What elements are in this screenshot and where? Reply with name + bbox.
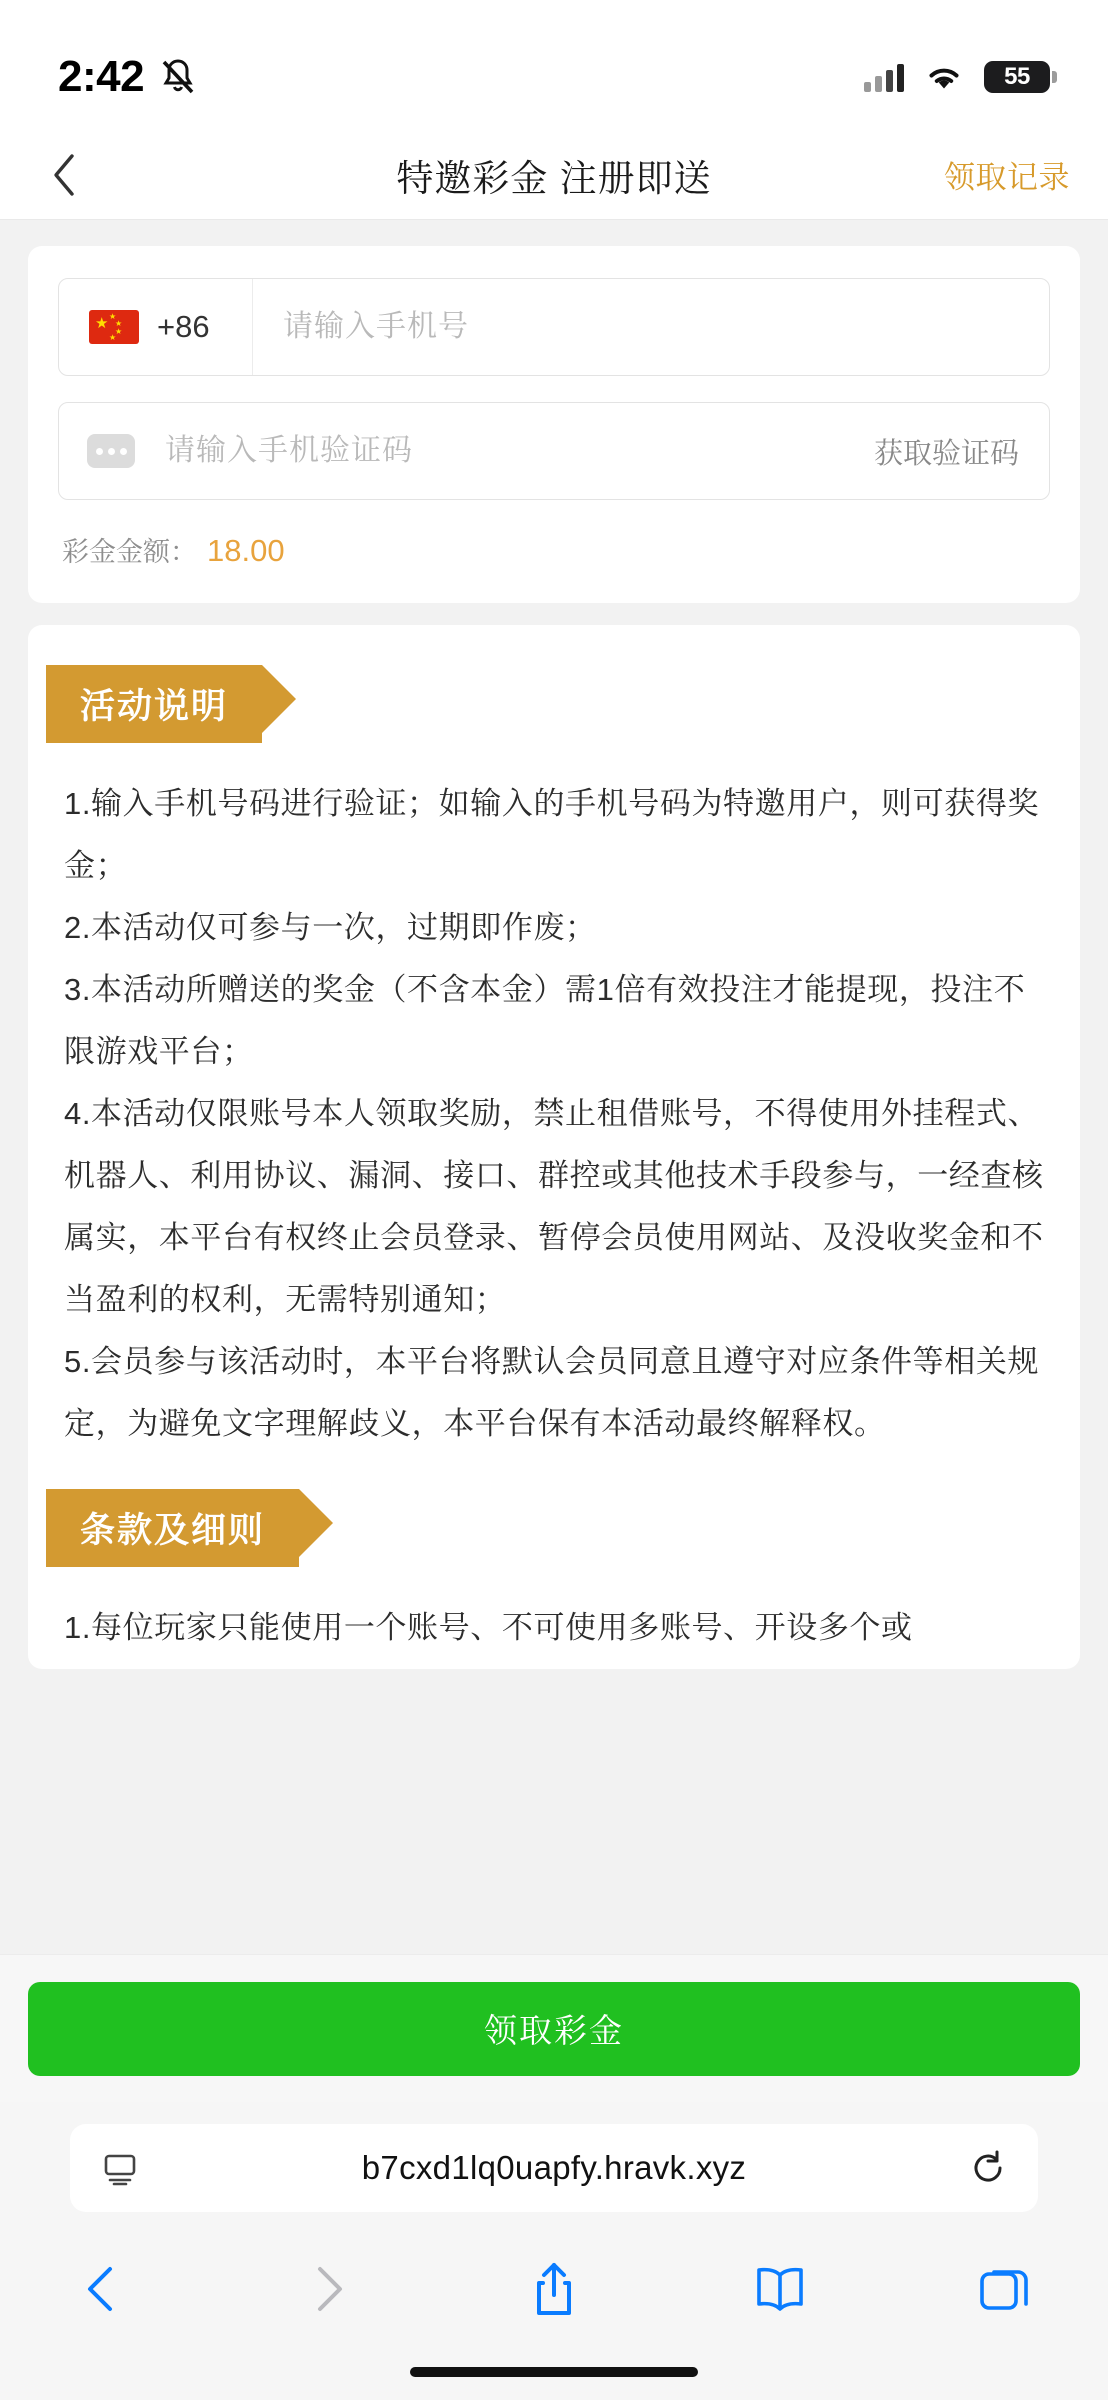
activity-info-card	[28, 625, 1080, 1669]
registration-form-card	[28, 246, 1080, 603]
country-code-selector[interactable]	[59, 279, 253, 375]
rule-line: 4.本活动仅限账号本人领取奖励，禁止租借账号，不得使用外挂程式、机器人、利用协议、漏洞、接口、群控或其他技术手段参与，一经查核属实，本平台有权终止会员登录、暂停会员使用网站、及没收奖金和不当盈利的权利，无需特别通知；	[64, 1096, 1044, 1317]
phone-field-row[interactable]	[58, 278, 1050, 376]
browser-back-button[interactable]	[66, 2253, 138, 2325]
status-bar-right	[864, 61, 1050, 93]
battery-icon	[984, 61, 1050, 93]
bookmarks-icon	[752, 2263, 808, 2315]
activity-rules-text	[28, 743, 1080, 1455]
tabs-button[interactable]	[970, 2253, 1042, 2325]
url-bar[interactable]	[70, 2124, 1038, 2212]
browser-back-icon	[82, 2261, 122, 2317]
url-bar-row	[0, 2102, 1108, 2234]
status-bar-left	[58, 52, 198, 102]
url-text[interactable]: b7cxd1lq0uapfy.hravk.xyz	[361, 2149, 747, 2186]
get-code-button[interactable]: 获取验证码	[873, 437, 1019, 470]
browser-chrome	[0, 2102, 1108, 2400]
back-button[interactable]	[38, 148, 92, 202]
status-bar	[0, 0, 1108, 130]
reload-icon[interactable]	[968, 2148, 1008, 2188]
terms-text	[28, 1567, 1080, 1659]
terms-line: 1.每位玩家只能使用一个账号、不可使用多账号、开设多个或	[64, 1610, 913, 1645]
bonus-amount-label: 彩金金额：	[62, 537, 197, 567]
verification-code-field-row[interactable]	[58, 402, 1050, 500]
claim-bonus-button[interactable]: 领取彩金	[28, 1982, 1080, 2076]
share-button[interactable]	[518, 2253, 590, 2325]
china-flag-icon: ★ ★ ★ ★ ★	[89, 310, 139, 344]
browser-toolbar	[0, 2234, 1108, 2344]
bell-slash-icon	[158, 56, 198, 98]
reader-view-icon[interactable]	[100, 2148, 140, 2188]
page-title: 特邀彩金 注册即送	[396, 157, 712, 199]
home-indicator	[410, 2367, 698, 2377]
rule-line: 3.本活动所赠送的奖金（不含本金）需1倍有效投注才能提现，投注不限游戏平台；	[64, 972, 1026, 1069]
battery-level: 55	[1004, 63, 1030, 90]
tabs-icon	[978, 2262, 1034, 2316]
terms-heading: 条款及细则	[46, 1489, 299, 1567]
rule-line: 5.会员参与该活动时，本平台将默认会员同意且遵守对应条件等相关规定，为避免文字理解歧义，本平台保有本活动最终解释权。	[64, 1344, 1040, 1441]
phone-input[interactable]	[253, 310, 1049, 344]
bonus-amount-value: 18.00	[207, 533, 285, 568]
activity-rules-heading-wrap	[28, 665, 1080, 743]
bookmarks-button[interactable]	[744, 2253, 816, 2325]
bonus-amount-row	[58, 530, 1050, 569]
browser-forward-button[interactable]	[292, 2253, 364, 2325]
browser-forward-icon	[308, 2261, 348, 2317]
rule-line: 2.本活动仅可参与一次，过期即作废；	[64, 910, 597, 945]
wifi-icon	[922, 61, 966, 93]
navigation-bar	[0, 130, 1108, 220]
terms-heading-wrap	[28, 1489, 1080, 1567]
cta-bar	[0, 1954, 1108, 2102]
activity-rules-heading: 活动说明	[46, 665, 262, 743]
cellular-signal-icon	[864, 62, 904, 92]
share-icon	[528, 2259, 580, 2319]
chevron-left-icon	[50, 150, 80, 200]
status-time: 2:42	[58, 52, 145, 101]
country-code-label: +86	[157, 309, 210, 344]
dots-code-icon	[87, 434, 135, 468]
home-indicator-area	[0, 2344, 1108, 2400]
rule-line: 1.输入手机号码进行验证；如输入的手机号码为特邀用户，则可获得奖金；	[64, 786, 1040, 883]
verification-code-input[interactable]	[135, 434, 874, 468]
claim-records-link[interactable]: 领取记录	[944, 160, 1070, 195]
